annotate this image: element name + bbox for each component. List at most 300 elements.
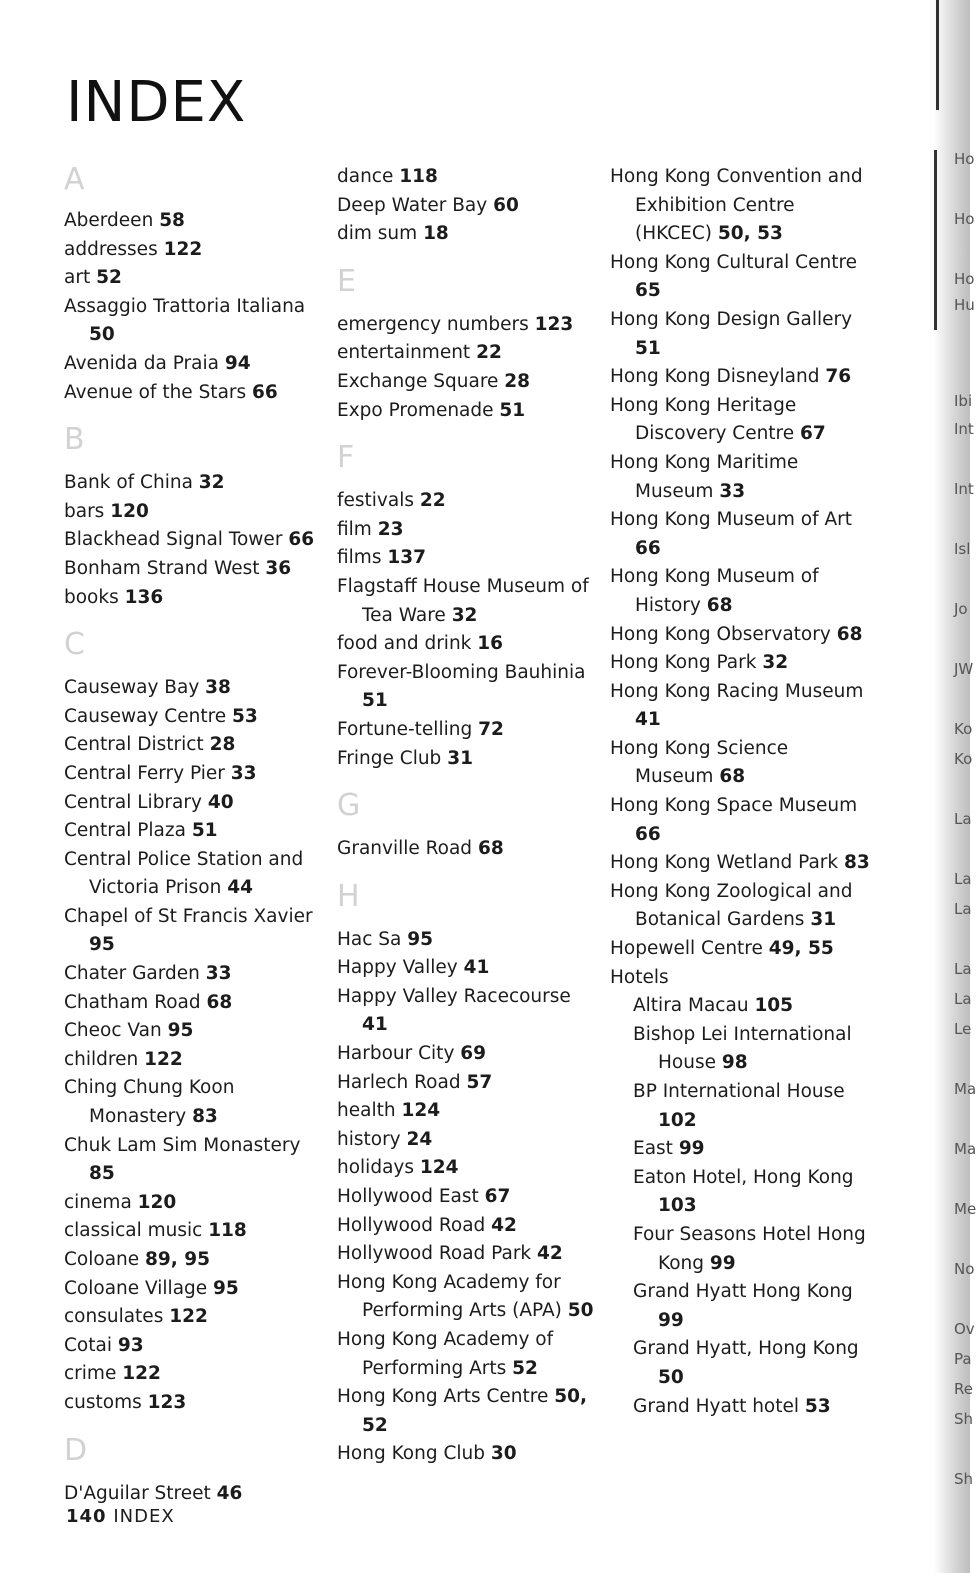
- index-entry: [64, 1189, 326, 1218]
- index-entry: [610, 392, 872, 449]
- entry-label: Bonham Strand West: [64, 557, 260, 579]
- index-entry: [64, 1246, 326, 1275]
- entry-page-numbers: 41: [463, 957, 490, 979]
- entry-label: Central Police Station and Victoria Prison: [64, 848, 304, 899]
- index-entry: [64, 1332, 326, 1361]
- index-subentry: [610, 1335, 872, 1392]
- entry-page-numbers: 31: [810, 909, 837, 931]
- entry-page-numbers: 89, 95: [145, 1249, 210, 1270]
- entry-page-numbers: 51: [362, 690, 388, 712]
- index-entry: [64, 989, 326, 1018]
- index-subentry: [610, 992, 872, 1021]
- entry-page-numbers: 102: [658, 1109, 697, 1131]
- entry-page-numbers: 28: [209, 734, 236, 756]
- entry-page-numbers: 66: [635, 537, 661, 559]
- entry-label: books: [64, 586, 119, 608]
- index-entry: [64, 1303, 326, 1332]
- index-entry: [64, 1017, 326, 1046]
- edge-text-fragment: Isl: [954, 540, 971, 558]
- entry-page-numbers: 120: [137, 1191, 177, 1213]
- entry-label: Cheoc Van: [64, 1020, 162, 1042]
- entry-label: Hong Kong Museum of History: [610, 566, 819, 616]
- entry-page-numbers: 44: [227, 877, 253, 899]
- index-entry: [337, 1040, 599, 1069]
- entry-page-numbers: 40: [207, 791, 234, 813]
- index-entry: [337, 1069, 599, 1098]
- entry-page-numbers: 51: [499, 399, 526, 421]
- entry-page-numbers: 95: [167, 1020, 194, 1042]
- index-entry: [337, 1154, 599, 1183]
- entry-label: Hong Kong Academy for Performing Arts (APA): [337, 1271, 562, 1322]
- edge-text-fragment: La: [954, 900, 972, 918]
- entry-label: Hong Kong Academy of Performing Arts: [337, 1329, 554, 1379]
- edge-text-fragment: Le: [954, 1020, 972, 1038]
- entry-label: Hong Kong Design Gallery: [610, 308, 853, 330]
- binding-shadow-mark: [934, 150, 937, 330]
- index-entry: [337, 397, 599, 426]
- footer-label: INDEX: [113, 1506, 175, 1527]
- index-entry: [64, 584, 326, 613]
- entry-label: Hong Kong Arts Centre: [337, 1386, 549, 1408]
- entry-page-numbers: 33: [205, 963, 232, 985]
- index-entry: [610, 849, 872, 878]
- entry-label: Hong Kong Museum of Art: [610, 509, 853, 531]
- entry-label: Altira Macau: [633, 995, 749, 1017]
- entry-label: Harlech Road: [337, 1071, 461, 1093]
- entry-label: addresses: [64, 238, 158, 260]
- entry-label: Grand Hyatt Hong Kong: [633, 1281, 853, 1303]
- entry-label: Cotai: [64, 1334, 112, 1356]
- entry-page-numbers: 136: [124, 586, 164, 608]
- index-entry: [64, 1046, 326, 1075]
- edge-text-fragment: Ko: [954, 750, 973, 768]
- entry-page-numbers: 33: [719, 480, 746, 502]
- entry-page-numbers: 66: [288, 529, 315, 551]
- index-subentry: [610, 1078, 872, 1135]
- entry-label: Flagstaff House Museum of Tea Ware: [337, 575, 589, 626]
- entry-label: art: [64, 267, 91, 289]
- entry-page-numbers: 23: [377, 518, 404, 540]
- entry-page-numbers: 68: [477, 838, 504, 860]
- entry-page-numbers: 51: [635, 337, 661, 359]
- entry-label: Central Plaza: [64, 820, 186, 842]
- entry-label: bars: [64, 500, 105, 522]
- entry-label: Hong Kong Racing Museum: [610, 680, 864, 702]
- index-entry: [337, 544, 599, 573]
- index-entry: [337, 368, 599, 397]
- index-subentry: [610, 1221, 872, 1278]
- edge-text-fragment: Me: [954, 1200, 976, 1218]
- index-subentry: [610, 1135, 872, 1164]
- page-title: INDEX: [66, 70, 247, 135]
- entry-label: cinema: [64, 1191, 132, 1213]
- index-entry: [337, 220, 599, 249]
- entry-label: Grand Hyatt hotel: [633, 1395, 800, 1417]
- index-entry: [64, 903, 326, 960]
- index-entry: [64, 350, 326, 379]
- edge-text-fragment: Int: [954, 480, 974, 498]
- entry-page-numbers: 85: [89, 1163, 115, 1185]
- entry-page-numbers: 68: [206, 991, 233, 1013]
- edge-text-fragment: Pa: [954, 1350, 972, 1368]
- entry-label: Assaggio Trattoria Italiana: [64, 295, 306, 317]
- index-entry: [337, 983, 599, 1040]
- entry-label: Happy Valley Racecourse: [337, 985, 571, 1007]
- entry-page-numbers: 16: [477, 633, 504, 655]
- index-column-1: [64, 163, 326, 1508]
- index-entry: [610, 363, 872, 392]
- entry-page-numbers: 32: [198, 472, 225, 494]
- entry-label: crime: [64, 1363, 117, 1385]
- entry-page-numbers: 68: [836, 623, 863, 645]
- entry-label: history: [337, 1128, 401, 1150]
- entry-page-numbers: 118: [208, 1220, 247, 1242]
- index-entry: [64, 526, 326, 555]
- entry-page-numbers: 41: [635, 709, 661, 731]
- edge-text-fragment: La: [954, 960, 972, 978]
- entry-page-numbers: 124: [401, 1100, 441, 1122]
- edge-text-fragment: Ibi: [954, 392, 973, 410]
- index-entry: [337, 339, 599, 368]
- entry-label: Blackhead Signal Tower: [64, 529, 283, 551]
- entry-page-numbers: 28: [504, 370, 531, 392]
- index-subentry: [610, 1393, 872, 1422]
- entry-page-numbers: 50, 52: [362, 1386, 588, 1436]
- entry-label: food and drink: [337, 633, 472, 655]
- entry-label: Causeway Bay: [64, 677, 200, 699]
- section-letter: F: [337, 440, 355, 476]
- entry-label: Hong Kong Club: [337, 1443, 485, 1465]
- entry-label: Coloane Village: [64, 1277, 208, 1299]
- entry-label: BP International House: [633, 1081, 845, 1102]
- entry-label: emergency numbers: [337, 313, 529, 335]
- entry-label: Hollywood Road Park: [337, 1243, 532, 1265]
- index-entry: [64, 264, 326, 293]
- entry-label: Chater Garden: [64, 963, 200, 985]
- entry-label: Hong Kong Park: [610, 652, 757, 674]
- entry-page-numbers: 99: [709, 1252, 736, 1274]
- index-entry: [64, 703, 326, 732]
- entry-label: customs: [64, 1391, 142, 1413]
- index-entry: [337, 1240, 599, 1269]
- entry-page-numbers: 51: [191, 820, 218, 842]
- entry-label: Hong Kong Observatory: [610, 623, 831, 645]
- index-entry: [337, 1440, 599, 1469]
- next-page-edge: [934, 0, 976, 1573]
- footer-page-number: 140: [66, 1506, 107, 1527]
- section-letter: G: [337, 788, 361, 824]
- entry-label: Hong Kong Wetland Park: [610, 852, 839, 874]
- index-entry: [610, 449, 872, 506]
- binding-shadow-mark: [936, 0, 939, 110]
- index-entry: [64, 846, 326, 903]
- entry-page-numbers: 122: [144, 1048, 183, 1070]
- entry-page-numbers: 67: [484, 1186, 511, 1208]
- section-letter: H: [337, 878, 360, 914]
- entry-page-numbers: 123: [147, 1391, 187, 1413]
- index-entry: [337, 1383, 599, 1440]
- edge-text-fragment: La: [954, 870, 972, 888]
- entry-label: Hong Kong Zoological and Botanical Gardens: [610, 880, 853, 931]
- entry-page-numbers: 30: [490, 1443, 517, 1465]
- entry-page-numbers: 95: [213, 1277, 239, 1299]
- entry-page-numbers: 50: [89, 324, 115, 346]
- entry-page-numbers: 46: [216, 1482, 243, 1504]
- entry-label: Harbour City: [337, 1043, 455, 1065]
- entry-page-numbers: 49, 55: [768, 938, 834, 960]
- edge-text-fragment: Sh: [954, 1470, 974, 1488]
- entry-label: Hong Kong Convention and Exhibition Centre (HKCEC): [610, 166, 863, 245]
- entry-label: Hong Kong Maritime Museum: [610, 451, 799, 502]
- entry-label: Hong Kong Space Museum: [610, 795, 858, 817]
- index-entry: [610, 506, 872, 563]
- edge-text-fragment: Ma: [954, 1080, 976, 1098]
- entry-label: Chapel of St Francis Xavier: [64, 905, 313, 927]
- entry-page-numbers: 24: [406, 1128, 433, 1150]
- index-entry: [337, 835, 599, 864]
- entry-page-numbers: 123: [534, 313, 574, 335]
- entry-page-numbers: 65: [635, 280, 661, 302]
- entry-page-numbers: 137: [387, 547, 426, 569]
- edge-text-fragment: Re: [954, 1380, 973, 1398]
- index-entry: [337, 1326, 599, 1383]
- entry-page-numbers: 120: [110, 500, 149, 522]
- edge-text-fragment: Jo: [954, 600, 968, 618]
- entry-label: Hac Sa: [337, 928, 402, 950]
- index-entry: [610, 649, 872, 678]
- entry-label: Causeway Centre: [64, 705, 227, 727]
- entry-label: Grand Hyatt, Hong Kong: [633, 1338, 859, 1360]
- index-entry: [337, 163, 599, 192]
- index-entry: [337, 1126, 599, 1155]
- index-entry: [64, 731, 326, 760]
- entry-label: Hopewell Centre: [610, 938, 763, 960]
- section-letter: D: [64, 1432, 88, 1468]
- entry-page-numbers: 99: [658, 1309, 684, 1331]
- entry-label: Eaton Hotel, Hong Kong: [633, 1166, 854, 1188]
- entry-page-numbers: 94: [224, 352, 251, 374]
- entry-page-numbers: 83: [192, 1106, 218, 1128]
- entry-page-numbers: 68: [706, 594, 733, 616]
- entry-label: D'Aguilar Street: [64, 1482, 211, 1504]
- entry-page-numbers: 98: [721, 1052, 748, 1074]
- edge-text-fragment: La: [954, 990, 972, 1008]
- entry-page-numbers: 68: [719, 766, 746, 788]
- entry-label: Bishop Lei International House: [633, 1023, 852, 1074]
- entry-page-numbers: 76: [825, 366, 852, 388]
- entry-label: Avenue of the Stars: [64, 381, 247, 403]
- entry-label: Aberdeen: [64, 210, 154, 231]
- index-entry: [610, 735, 872, 792]
- index-entry: [337, 659, 599, 716]
- index-entry: [64, 498, 326, 527]
- index-entry: [610, 964, 872, 993]
- entry-page-numbers: 42: [491, 1214, 517, 1236]
- index-entry: [337, 1269, 599, 1326]
- entry-label: Ching Chung Koon Monastery: [64, 1077, 235, 1128]
- edge-text-fragment: Sh: [954, 1410, 974, 1428]
- edge-text-fragment: No: [954, 1260, 975, 1278]
- index-entry: [64, 207, 326, 236]
- entry-page-numbers: 72: [478, 718, 504, 740]
- index-entry: [337, 954, 599, 983]
- entry-page-numbers: 50: [567, 1300, 594, 1322]
- entry-label: Fortune-telling: [337, 718, 473, 740]
- index-entry: [337, 573, 599, 630]
- index-entry: [64, 1360, 326, 1389]
- section-letter: E: [337, 263, 356, 299]
- entry-label: entertainment: [337, 342, 471, 364]
- entry-label: Central Library: [64, 791, 202, 813]
- entry-label: East: [633, 1138, 673, 1160]
- index-entry: [64, 1132, 326, 1189]
- entry-label: consulates: [64, 1306, 164, 1328]
- edge-text-fragment: Ma: [954, 1140, 976, 1158]
- entry-page-numbers: 66: [635, 823, 661, 845]
- entry-label: Hollywood Road: [337, 1214, 486, 1236]
- entry-label: festivals: [337, 490, 414, 512]
- index-entry: [64, 1275, 326, 1304]
- entry-label: Coloane: [64, 1249, 140, 1270]
- entry-label: Hong Kong Science Museum: [610, 737, 789, 788]
- index-entry: [337, 716, 599, 745]
- entry-label: Hong Kong Heritage Discovery Centre: [610, 394, 797, 445]
- edge-text-fragment: Ov: [954, 1320, 975, 1338]
- index-entry: [337, 745, 599, 774]
- index-subentry: [610, 1021, 872, 1078]
- entry-page-numbers: 50, 53: [717, 223, 783, 245]
- entry-label: Four Seasons Hotel Hong Kong: [633, 1223, 866, 1274]
- entry-page-numbers: 58: [159, 210, 185, 231]
- index-entry: [610, 163, 872, 249]
- index-entry: [610, 621, 872, 650]
- index-entry: [337, 1212, 599, 1241]
- entry-page-numbers: 118: [399, 166, 438, 187]
- edge-text-fragment: JW: [954, 660, 974, 678]
- entry-label: film: [337, 518, 372, 540]
- entry-label: films: [337, 547, 382, 569]
- entry-label: holidays: [337, 1157, 414, 1179]
- entry-page-numbers: 60: [493, 194, 519, 216]
- edge-text-fragment: Ho: [954, 210, 975, 228]
- entry-label: dim sum: [337, 223, 418, 245]
- index-entry: [64, 379, 326, 408]
- index-entry: [610, 935, 872, 964]
- index-entry: [610, 306, 872, 363]
- entry-page-numbers: 22: [419, 490, 446, 512]
- entry-page-numbers: 57: [466, 1071, 493, 1093]
- entry-label: Forever-Blooming Bauhinia: [337, 661, 586, 683]
- entry-label: Chatham Road: [64, 991, 201, 1013]
- entry-label: Expo Promenade: [337, 399, 494, 421]
- index-entry: [64, 555, 326, 584]
- index-entry: [64, 1480, 326, 1509]
- index-entry: [610, 792, 872, 849]
- index-entry: [610, 249, 872, 306]
- index-entry: [610, 678, 872, 735]
- entry-page-numbers: 93: [117, 1334, 144, 1356]
- index-entry: [64, 1389, 326, 1418]
- section-letter: C: [64, 627, 85, 663]
- index-entry: [64, 760, 326, 789]
- entry-page-numbers: 105: [754, 995, 794, 1017]
- entry-page-numbers: 33: [230, 762, 257, 784]
- index-entry: [64, 469, 326, 498]
- entry-page-numbers: 53: [804, 1395, 831, 1417]
- entry-page-numbers: 67: [800, 423, 826, 445]
- entry-label: Avenida da Praia: [64, 352, 219, 374]
- edge-text-fragment: Int: [954, 420, 974, 438]
- entry-page-numbers: 18: [423, 223, 449, 245]
- entry-page-numbers: 32: [762, 652, 789, 674]
- entry-page-numbers: 95: [89, 934, 115, 956]
- entry-label: Hong Kong Disneyland: [610, 366, 820, 388]
- entry-page-numbers: 122: [122, 1363, 161, 1385]
- entry-page-numbers: 103: [658, 1195, 697, 1217]
- index-entry: [64, 960, 326, 989]
- entry-page-numbers: 50: [658, 1366, 684, 1388]
- page-footer: [66, 1506, 175, 1527]
- entry-page-numbers: 83: [844, 852, 870, 874]
- entry-label: classical music: [64, 1220, 203, 1242]
- entry-page-numbers: 31: [447, 747, 473, 769]
- entry-label: dance: [337, 166, 394, 187]
- index-subentry: [610, 1164, 872, 1221]
- section-letter: A: [64, 162, 85, 197]
- entry-page-numbers: 99: [678, 1138, 705, 1160]
- entry-label: Granville Road: [337, 838, 473, 860]
- index-entry: [337, 311, 599, 340]
- entry-label: Deep Water Bay: [337, 194, 488, 216]
- index-entry: [610, 878, 872, 935]
- index-entry: [64, 236, 326, 265]
- entry-page-numbers: 122: [163, 238, 203, 260]
- index-entry: [64, 1217, 326, 1246]
- index-entry: [337, 1183, 599, 1212]
- index-entry: [337, 1097, 599, 1126]
- index-subentry: [610, 1278, 872, 1335]
- index-entry: [64, 817, 326, 846]
- entry-label: health: [337, 1100, 396, 1122]
- index-entry: [610, 563, 872, 620]
- index-entry: [337, 487, 599, 516]
- entry-page-numbers: 52: [96, 267, 122, 289]
- entry-label: Hong Kong Cultural Centre: [610, 251, 858, 273]
- entry-label: Exchange Square: [337, 370, 499, 392]
- index-entry: [337, 192, 599, 221]
- index-entry: [337, 630, 599, 659]
- entry-label: Central District: [64, 734, 204, 756]
- entry-label: children: [64, 1048, 139, 1070]
- entry-label: Fringe Club: [337, 747, 442, 769]
- index-entry: [64, 674, 326, 703]
- index-entry: [64, 789, 326, 818]
- edge-text-fragment: Ho: [954, 150, 975, 168]
- entry-label: Chuk Lam Sim Monastery: [64, 1134, 301, 1156]
- index-column-3: [610, 163, 872, 1421]
- entry-page-numbers: 22: [476, 342, 502, 364]
- entry-page-numbers: 36: [265, 557, 292, 579]
- entry-page-numbers: 95: [407, 928, 434, 950]
- index-entry: [337, 926, 599, 955]
- index-entry: [337, 516, 599, 545]
- index-entry: [64, 1074, 326, 1131]
- edge-text-fragment: La: [954, 810, 972, 828]
- entry-label: Hotels: [610, 966, 669, 988]
- entry-page-numbers: 66: [252, 381, 278, 403]
- edge-text-fragment: Hu: [954, 296, 975, 314]
- entry-page-numbers: 53: [232, 705, 258, 727]
